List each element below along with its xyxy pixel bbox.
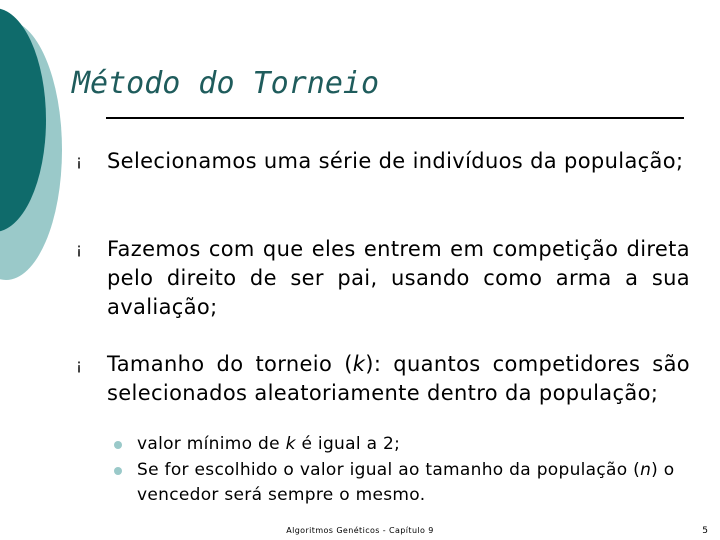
sub-bullet-text-1 [137, 432, 697, 457]
variable-k: k [352, 352, 366, 376]
variable-n: n [640, 460, 652, 480]
page-number: 5 [702, 526, 708, 536]
bullet-marker: ¡ [76, 152, 83, 170]
sub-bullet-text-2 [137, 458, 697, 508]
bullet-text-2: Fazemos com que eles entrem em competição direta pelo direito de ser pai, usando como arma a sua avaliação; [107, 237, 690, 319]
sub-bullet-1-pre: valor mínimo de [137, 434, 286, 454]
bullet-marker: ¡ [76, 240, 83, 258]
sub-bullet-1-post: é igual a 2; [295, 434, 401, 454]
bullet-text-3-post: ): quantos competidores são selecionados aleatoriamente dentro da população; [107, 352, 690, 405]
decorative-shape [0, 0, 83, 300]
bullet-text-3-pre: Tamanho do torneio ( [107, 352, 353, 376]
sub-bullet-marker [114, 441, 122, 449]
sub-bullet-marker [114, 467, 122, 475]
bullet-text-1: Selecionamos uma série de indivíduos da população; [107, 149, 684, 173]
sub-bullet-2-pre: Se for escolhido o valor igual ao tamanho da população ( [137, 460, 641, 480]
bullet-marker: ¡ [76, 356, 83, 374]
slide-title: Método do Torneio [72, 66, 380, 101]
footer-chapter: Algoritmos Genéticos - Capítulo 9 [286, 526, 434, 535]
variable-k: k [285, 434, 296, 454]
bullet-text-3 [107, 350, 690, 408]
title-underline [106, 117, 684, 119]
sub-bullet-2-post: ) o vencedor será sempre o mesmo. [137, 460, 675, 505]
